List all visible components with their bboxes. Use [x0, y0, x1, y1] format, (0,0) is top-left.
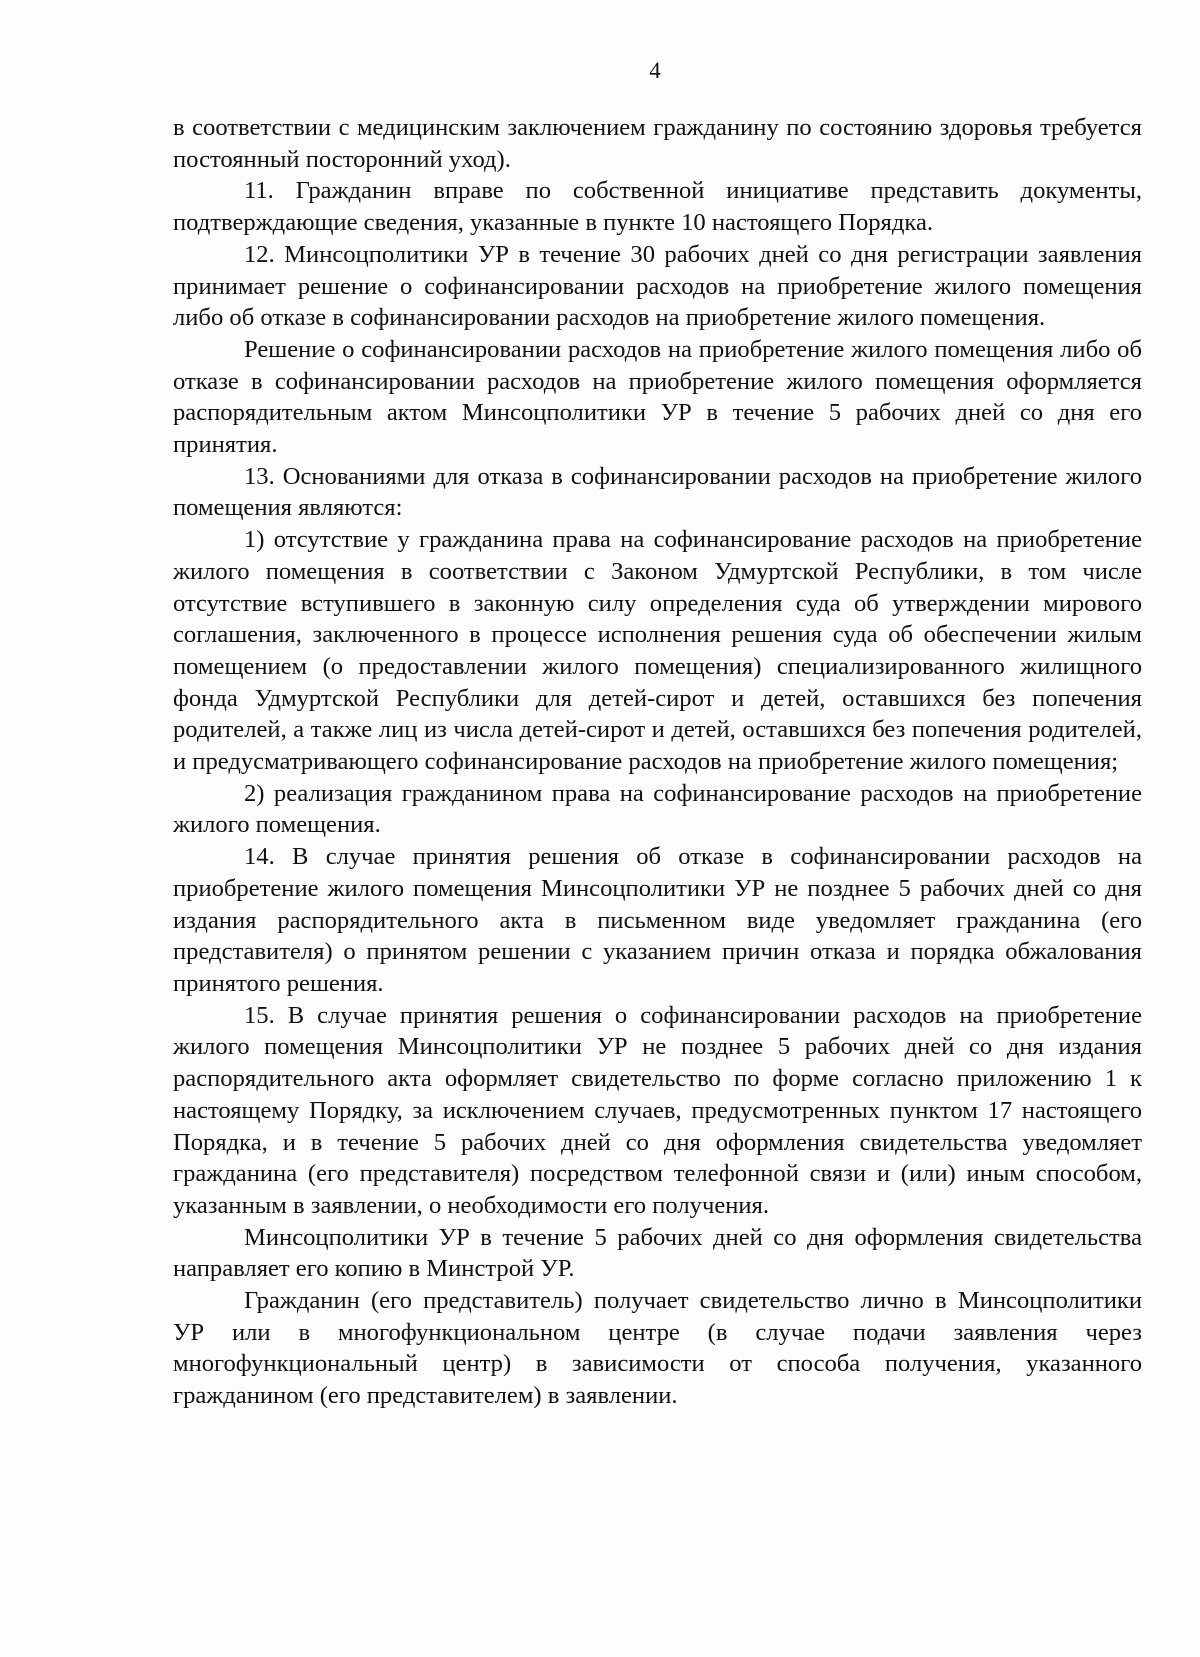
paragraph-continuation: в соответствии с медицинским заключением гражданину по состоянию здоровья требуется постоянный посторонний уход).	[173, 114, 1142, 173]
paragraph-item-14: 14. В случае принятия решения об отказе в софинансировании расходов на приобретение жилого помещения Минсоцполитики УР не позднее 5 рабочих дней со дня издания распорядительного акта в письменном виде уведомляет гражданина (его представителя) о принятом решении с указанием причин отказа и порядка обжалования принятого решения.	[173, 843, 1142, 997]
page-number: 4	[649, 58, 661, 83]
paragraph-item-13: 13. Основаниями для отказа в софинансировании расходов на приобретение жилого помещения являются:	[173, 462, 1142, 522]
document-body	[173, 112, 1142, 1412]
paragraph-certificate-receipt: Гражданин (его представитель) получает свидетельство лично в Минсоцполитики УР или в многофункциональном центре (в случае подачи заявления через многофункциональный центр) в зависимости от способа получения, указанного гражданином (его представителем) в заявлении.	[173, 1287, 1142, 1410]
paragraph-item-15: 15. В случае принятия решения о софинансировании расходов на приобретение жилого помещения Минсоцполитики УР не позднее 5 рабочих дней со дня издания распорядительного акта оформляет свидетельство по форме согласно приложению 1 к настоящему Порядку, за исключением случаев, предусмотренных пунктом 17 настоящего Порядка, и в течение 5 рабочих дней со дня оформления свидетельства уведомляет гражданина (его представителя) посредством телефонной связи и (или) иным способом, указанным в заявлении, о необходимости его получения.	[173, 1001, 1142, 1219]
paragraph-subitem-2: 2) реализация гражданином права на софинансирование расходов на приобретение жилого помещения.	[173, 779, 1142, 839]
paragraph-item-12: 12. Минсоцполитики УР в течение 30 рабочих дней со дня регистрации заявления принимает решение о софинансировании расходов на приобретение жилого помещения либо об отказе в софинансировании расходов на приобретение жилого помещения.	[173, 240, 1142, 332]
paragraph-subitem-1: 1) отсутствие у гражданина права на софинансирование расходов на приобретение жилого помещения в соответствии с Законом Удмуртской Республики, в том числе отсутствие вступившего в законную силу определения суда об утверждении мирового соглашения, заключенного в процессе исполнения решения суда об обеспечении жилым помещением (о предоставлении жилого помещения) специализированного жилищного фонда Удмуртской Республики для детей-сирот и детей, оставшихся без попечения родителей, а также лиц из числа детей-сирот и детей, оставшихся без попечения родителей, и предусматривающего софинансирование расходов на приобретение жилого помещения;	[173, 526, 1142, 776]
paragraph-item-11: 11. Гражданин вправе по собственной инициативе представить документы, подтверждающие сведения, указанные в пункте 10 настоящего Порядка.	[173, 177, 1142, 237]
paragraph-copy-to-minstroy: Минсоцполитики УР в течение 5 рабочих дней со дня оформления свидетельства направляет его копию в Минстрой УР.	[173, 1223, 1142, 1283]
paragraph-decision: Решение о софинансировании расходов на приобретение жилого помещения либо об отказе в софинансировании расходов на приобретение жилого помещения оформляется распорядительным актом Минсоцполитики УР в течение 5 рабочих дней со дня его принятия.	[173, 335, 1142, 459]
